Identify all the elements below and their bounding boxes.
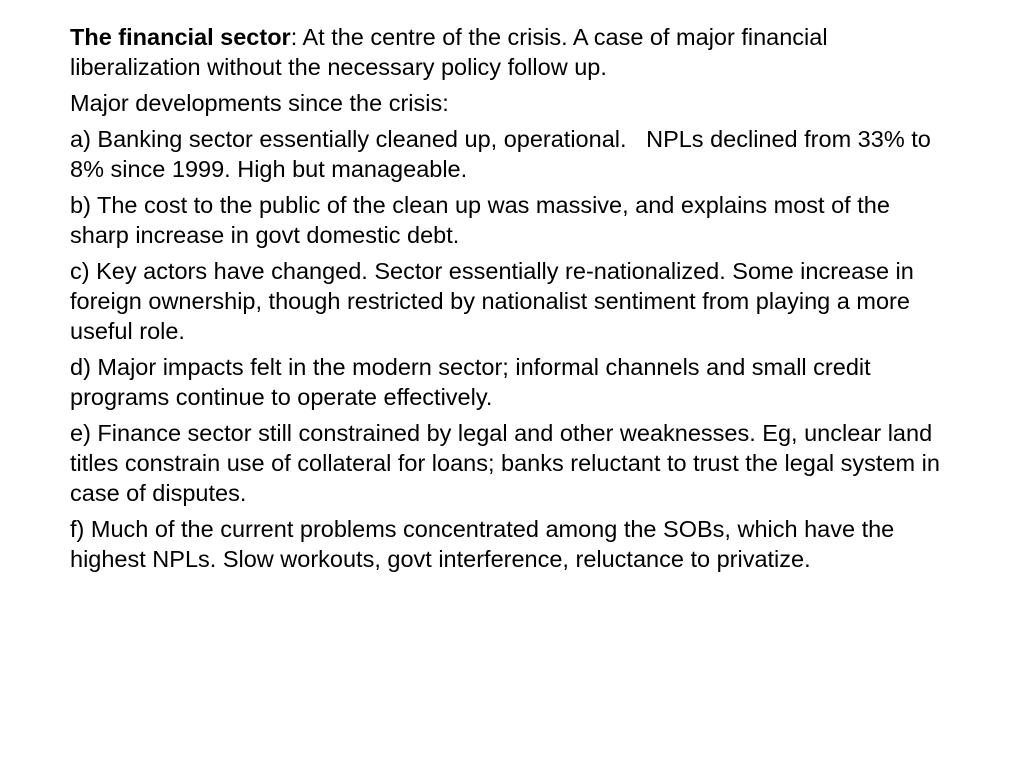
point-e: e) Finance sector still constrained by legal and other weaknesses. Eg, unclear land titles constrain use of collateral for loans; banks reluctant to trust the legal system in case of disputes. bbox=[70, 420, 947, 506]
slide-content bbox=[70, 22, 950, 580]
point-c: c) Key actors have changed. Sector essentially re-nationalized. Some increase in foreign ownership, though restricted by nationalist sentiment from playing a more useful role. bbox=[70, 258, 921, 344]
heading-rest: : At the centre of the crisis. A case of major financial liberalization without the necessary policy follow up. bbox=[70, 24, 835, 80]
intro-paragraph bbox=[70, 22, 950, 82]
point-d: d) Major impacts felt in the modern sector; informal channels and small credit programs continue to operate effectively. bbox=[70, 354, 878, 410]
heading-bold: The financial sector bbox=[70, 24, 291, 50]
point-f: f) Much of the current problems concentrated among the SOBs, which have the highest NPLs. Slow workouts, govt interference, reluctance to privatize. bbox=[70, 516, 901, 572]
point-a: a) Banking sector essentially cleaned up, operational. NPLs declined from 33% to 8% since 1999. High but manageable. bbox=[70, 126, 938, 182]
subheading: Major developments since the crisis: bbox=[70, 90, 449, 116]
point-b: b) The cost to the public of the clean up was massive, and explains most of the sharp increase in govt domestic debt. bbox=[70, 192, 897, 248]
